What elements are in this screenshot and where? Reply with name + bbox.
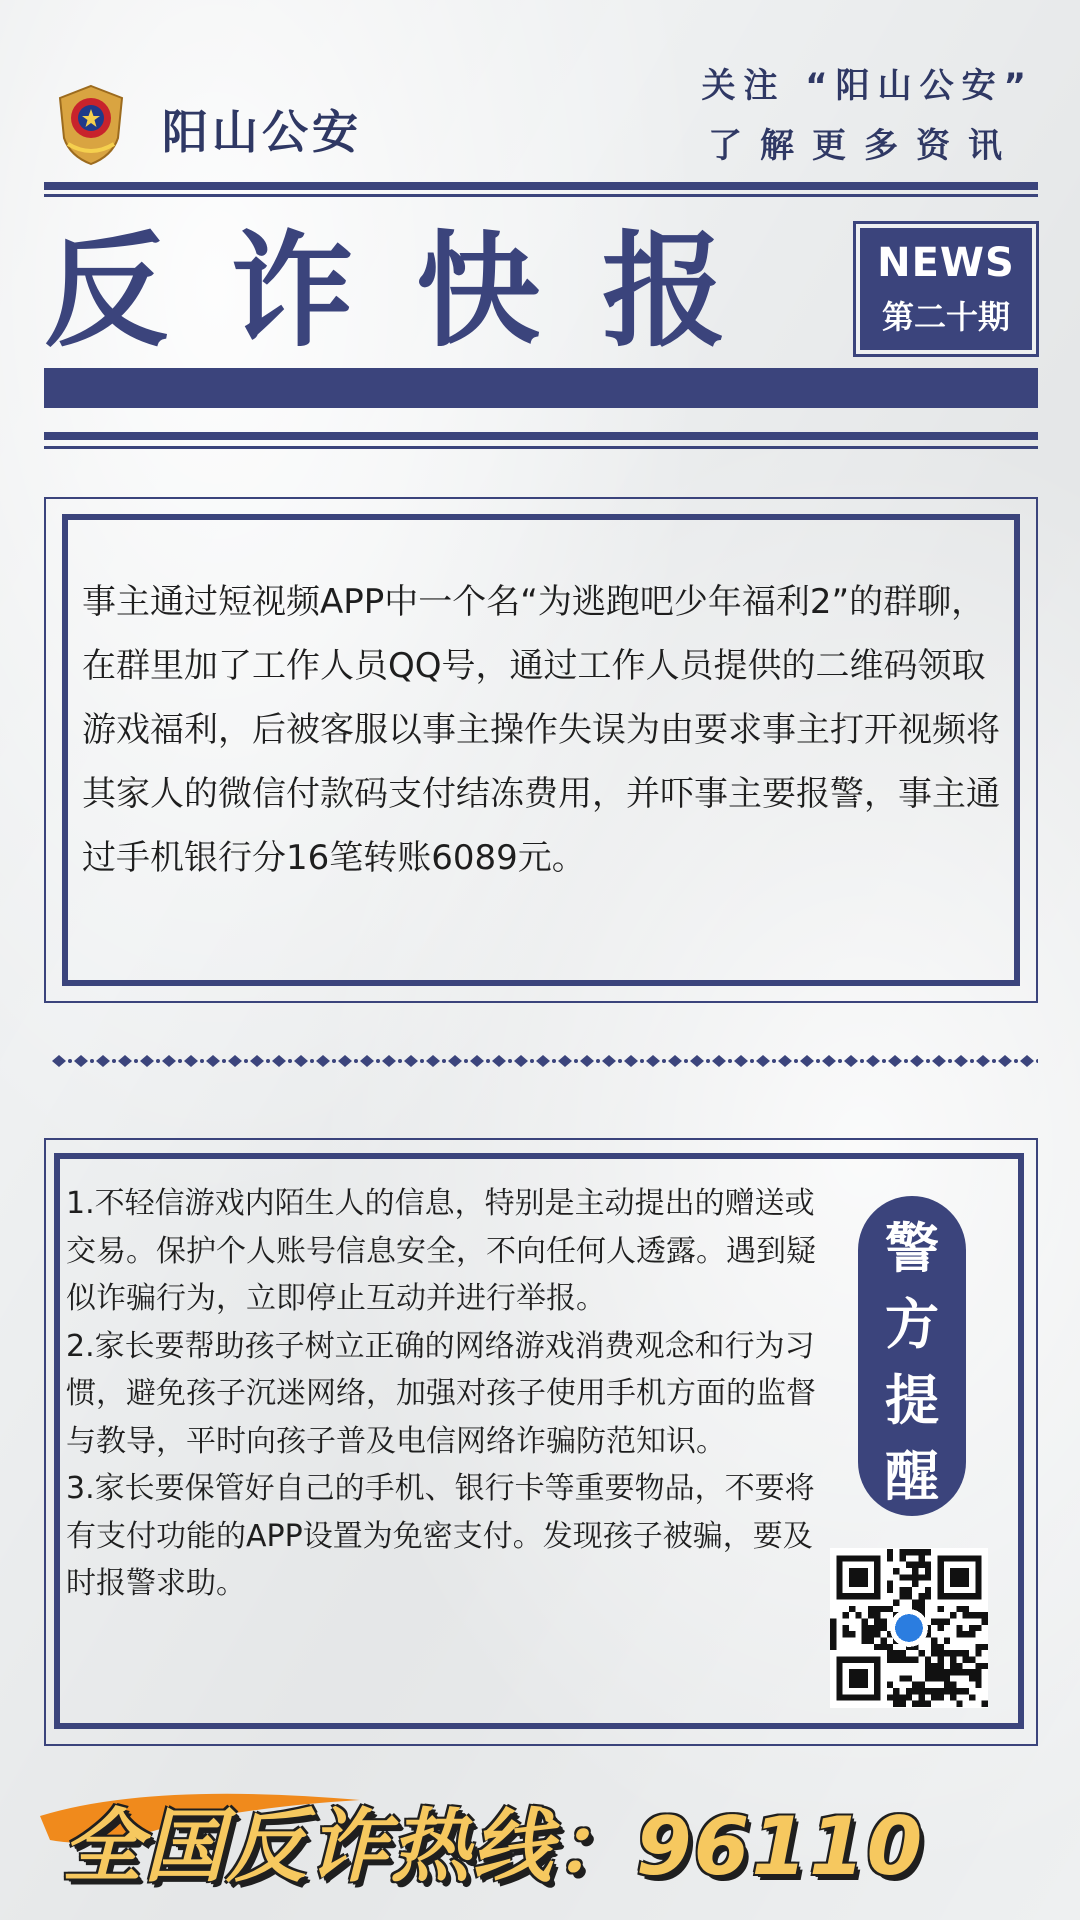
qr-module: [969, 1612, 975, 1618]
qr-module: [862, 1619, 868, 1625]
divider-diamond: [316, 1055, 330, 1067]
qr-module: [937, 1663, 943, 1669]
divider-dot: [288, 1059, 292, 1063]
qr-module: [982, 1619, 988, 1625]
divider-dot: [662, 1059, 666, 1063]
qr-module: [912, 1701, 918, 1707]
qr-module: [925, 1688, 931, 1694]
qr-module: [950, 1694, 956, 1700]
qr-module: [918, 1694, 924, 1700]
divider-diamond: [272, 1055, 286, 1067]
divider-dot: [222, 1059, 226, 1063]
divider-dot: [552, 1059, 556, 1063]
divider-diamond: [52, 1055, 66, 1067]
divider-diamond: [624, 1055, 638, 1067]
divider-dot: [970, 1059, 974, 1063]
divider-dot: [442, 1059, 446, 1063]
divider-diamond: [580, 1055, 594, 1067]
masthead-rule-bottom-thin: [44, 446, 1038, 449]
divider-diamond: [228, 1055, 242, 1067]
qr-module: [830, 1619, 836, 1625]
qr-module: [906, 1593, 912, 1599]
qr-module: [956, 1688, 962, 1694]
divider-diamond: [404, 1055, 418, 1067]
qr-module: [931, 1619, 937, 1625]
qr-module: [862, 1625, 868, 1631]
badge-char: 提: [885, 1369, 939, 1432]
qr-module: [944, 1688, 950, 1694]
divider-diamond: [976, 1055, 990, 1067]
qr-module: [969, 1631, 975, 1637]
qr-module: [925, 1669, 931, 1675]
qr-module: [944, 1669, 950, 1675]
badge-char: 醒: [885, 1445, 939, 1508]
qr-module: [918, 1682, 924, 1688]
divider-diamond: [118, 1055, 132, 1067]
divider-diamond: [426, 1055, 440, 1067]
qr-module: [912, 1549, 918, 1555]
qr-module: [963, 1688, 969, 1694]
qr-module: [931, 1644, 937, 1650]
qr-module: [843, 1631, 849, 1637]
qr-module: [849, 1631, 855, 1637]
divider-dot: [574, 1059, 578, 1063]
follow-prompt-line1: 关注 “阳山公安”: [701, 66, 1034, 106]
divider-dot: [376, 1059, 380, 1063]
divider-dot: [816, 1059, 820, 1063]
divider-dot: [772, 1059, 776, 1063]
divider-dot: [90, 1059, 94, 1063]
divider-dot: [948, 1059, 952, 1063]
qr-module: [956, 1625, 962, 1631]
qr-module: [918, 1562, 924, 1568]
qr-module: [925, 1663, 931, 1669]
qr-module: [918, 1555, 924, 1561]
qr-module: [925, 1675, 931, 1681]
divider-diamond: [470, 1055, 484, 1067]
qr-module: [868, 1606, 874, 1612]
qr-module: [830, 1631, 836, 1637]
divider-dot: [200, 1059, 204, 1063]
qr-module: [925, 1701, 931, 1707]
qr-module: [874, 1625, 880, 1631]
qr-module: [925, 1568, 931, 1574]
qr-module: [881, 1619, 887, 1625]
qr-module: [931, 1688, 937, 1694]
qr-module: [982, 1644, 988, 1650]
qr-module: [950, 1688, 956, 1694]
qr-module: [830, 1644, 836, 1650]
qr-module: [937, 1656, 943, 1662]
divider-dot: [926, 1059, 930, 1063]
qr-module: [868, 1637, 874, 1643]
qr-module: [931, 1637, 937, 1643]
qr-module: [887, 1606, 893, 1612]
divider-dot: [464, 1059, 468, 1063]
qr-module: [937, 1669, 943, 1675]
qr-module: [963, 1650, 969, 1656]
divider-dot: [1036, 1059, 1038, 1063]
divider-dot: [530, 1059, 534, 1063]
divider-diamond: [756, 1055, 770, 1067]
qr-module: [868, 1612, 874, 1618]
qr-module: [912, 1600, 918, 1606]
divider-diamond: [536, 1055, 550, 1067]
qr-module: [944, 1650, 950, 1656]
qr-module: [900, 1675, 906, 1681]
divider-dot: [860, 1059, 864, 1063]
qr-module: [918, 1574, 924, 1580]
qr-module: [912, 1568, 918, 1574]
divider-dot: [838, 1059, 842, 1063]
tip-item: 2.家长要帮助孩子树立正确的网络游戏消费观念和行为习惯，避免孩子沉迷网络，加强对孩子使用手机方面的监督与教导，平时向孩子普及电信网络诈骗防范知识。: [66, 1328, 816, 1459]
qr-module: [931, 1650, 937, 1656]
qr-module: [881, 1644, 887, 1650]
qr-module: [931, 1675, 937, 1681]
qr-module: [931, 1663, 937, 1669]
qr-module: [887, 1549, 893, 1555]
police-emblem-icon: [52, 82, 130, 168]
divider-dot: [508, 1059, 512, 1063]
qr-module: [969, 1656, 975, 1662]
qr-module: [881, 1606, 887, 1612]
divider-diamond: [712, 1055, 726, 1067]
divider-dot: [354, 1059, 358, 1063]
divider-diamond: [954, 1055, 968, 1067]
qr-module: [912, 1656, 918, 1662]
divider-diamond: [800, 1055, 814, 1067]
divider-dot: [310, 1059, 314, 1063]
qr-module: [925, 1593, 931, 1599]
qr-module: [963, 1612, 969, 1618]
divider-dot: [398, 1059, 402, 1063]
tip-item: 3.家长要保管好自己的手机、银行卡等重要物品，不要将有支付功能的APP设置为免密支付。发现孩子被骗，要及时报警求助。: [66, 1471, 815, 1601]
qr-module: [893, 1688, 899, 1694]
qr-module: [887, 1644, 893, 1650]
masthead-rule-top-thin: [44, 194, 1038, 197]
qr-module: [944, 1675, 950, 1681]
qr-module: [887, 1682, 893, 1688]
divider-diamond: [932, 1055, 946, 1067]
qr-module: [900, 1593, 906, 1599]
divider-dot: [904, 1059, 908, 1063]
qr-module: [862, 1637, 868, 1643]
divider-diamond: [778, 1055, 792, 1067]
divider-dot: [68, 1059, 72, 1063]
qr-module: [931, 1669, 937, 1675]
qr-module: [862, 1631, 868, 1637]
divider-diamond: [888, 1055, 902, 1067]
qr-module: [918, 1688, 924, 1694]
qr-module: [950, 1612, 956, 1618]
qr-module: [963, 1669, 969, 1675]
qr-module: [887, 1581, 893, 1587]
qr-module: [956, 1606, 962, 1612]
qr-module: [918, 1650, 924, 1656]
qr-module: [887, 1587, 893, 1593]
qr-module: [900, 1701, 906, 1707]
divider-diamond: [96, 1055, 110, 1067]
qr-module: [868, 1631, 874, 1637]
qr-module: [893, 1656, 899, 1662]
qr-module: [982, 1612, 988, 1618]
divider-diamond: [910, 1055, 924, 1067]
qr-module: [975, 1669, 981, 1675]
qr-module: [969, 1669, 975, 1675]
qr-module: [906, 1587, 912, 1593]
qr-module: [956, 1650, 962, 1656]
divider-dot: [706, 1059, 710, 1063]
qr-module: [969, 1675, 975, 1681]
qr-module: [937, 1606, 943, 1612]
divider-diamond: [690, 1055, 704, 1067]
divider-diamond: [294, 1055, 308, 1067]
qr-module: [950, 1669, 956, 1675]
qr-module: [937, 1650, 943, 1656]
qr-module: [893, 1701, 899, 1707]
qr-module: [937, 1644, 943, 1650]
divider-diamond: [140, 1055, 154, 1067]
qr-module: [963, 1656, 969, 1662]
divider-diamond: [998, 1055, 1012, 1067]
divider-dot: [618, 1059, 622, 1063]
news-label: NEWS: [877, 240, 1015, 286]
divider-diamond: [558, 1055, 572, 1067]
qr-module: [900, 1694, 906, 1700]
qr-module: [950, 1650, 956, 1656]
qr-module: [881, 1637, 887, 1643]
divider-dot: [112, 1059, 116, 1063]
divider-dot: [1014, 1059, 1018, 1063]
qr-module: [874, 1619, 880, 1625]
qr-module: [874, 1612, 880, 1618]
qr-module: [975, 1612, 981, 1618]
divider-diamond: [668, 1055, 682, 1067]
anti-fraud-hotline: 全国反诈热线：96110: [62, 1800, 925, 1893]
qr-module: [881, 1625, 887, 1631]
divider-dot: [134, 1059, 138, 1063]
qr-module: [963, 1606, 969, 1612]
qr-module: [868, 1625, 874, 1631]
qr-module: [944, 1619, 950, 1625]
qr-module: [893, 1568, 899, 1574]
qr-module: [912, 1574, 918, 1580]
badge-char: 方: [885, 1293, 939, 1356]
qr-module: [830, 1637, 836, 1643]
divider-diamond: [184, 1055, 198, 1067]
divider-diamond: [338, 1055, 352, 1067]
masthead-rule-bottom: [44, 432, 1038, 440]
divider-dot: [486, 1059, 490, 1063]
qr-module: [944, 1637, 950, 1643]
qr-module: [937, 1694, 943, 1700]
qr-module: [887, 1555, 893, 1561]
qr-module: [906, 1675, 912, 1681]
news-issue-badge: [856, 224, 1036, 354]
divider-dot: [640, 1059, 644, 1063]
divider-dot: [266, 1059, 270, 1063]
police-reminder-badge: [858, 1196, 966, 1516]
divider-diamond: [448, 1055, 462, 1067]
divider-diamond: [250, 1055, 264, 1067]
qr-module: [925, 1656, 931, 1662]
divider-dot: [332, 1059, 336, 1063]
qr-module: [937, 1625, 943, 1631]
qr-module: [874, 1644, 880, 1650]
divider-diamond: [734, 1055, 748, 1067]
qr-module: [918, 1593, 924, 1599]
qr-module: [969, 1694, 975, 1700]
qr-module: [925, 1562, 931, 1568]
qr-module: [956, 1701, 962, 1707]
qr-module: [918, 1606, 924, 1612]
qr-module: [900, 1656, 906, 1662]
qr-module: [956, 1669, 962, 1675]
qr-module: [950, 1682, 956, 1688]
divider-dot: [794, 1059, 798, 1063]
qr-module: [887, 1656, 893, 1662]
masthead-rule-top: [44, 182, 1038, 190]
qr-module: [944, 1682, 950, 1688]
qr-module: [918, 1600, 924, 1606]
follow-prompt-line2: 了解更多资讯: [708, 126, 1020, 166]
qr-module: [975, 1682, 981, 1688]
qr-module: [887, 1694, 893, 1700]
divider-diamond: [382, 1055, 396, 1067]
divider-dot: [178, 1059, 182, 1063]
qr-module: [893, 1600, 899, 1606]
divider-diamond: [492, 1055, 506, 1067]
qr-module: [963, 1631, 969, 1637]
qr-module: [900, 1587, 906, 1593]
divider-diamond: [844, 1055, 858, 1067]
qr-module: [975, 1625, 981, 1631]
qr-module: [887, 1650, 893, 1656]
qr-module: [900, 1574, 906, 1580]
divider-dot: [420, 1059, 424, 1063]
divider-dot: [596, 1059, 600, 1063]
divider-dot: [684, 1059, 688, 1063]
issue-number: 第二十期: [881, 298, 1010, 336]
qr-module: [950, 1656, 956, 1662]
qr-module: [906, 1549, 912, 1555]
dotted-divider: [44, 1052, 1038, 1070]
badge-char: 警: [885, 1217, 939, 1280]
qr-module: [906, 1562, 912, 1568]
qr-module: [937, 1688, 943, 1694]
masthead-bar: [44, 368, 1038, 408]
qr-module: [843, 1612, 849, 1618]
divider-dot: [882, 1059, 886, 1063]
qr-module: [931, 1694, 937, 1700]
divider-diamond: [74, 1055, 88, 1067]
qr-module: [975, 1675, 981, 1681]
divider-dot: [728, 1059, 732, 1063]
qr-module: [975, 1650, 981, 1656]
qr-module: [912, 1562, 918, 1568]
brand-name: 阳山公安: [162, 105, 362, 159]
qr-module: [893, 1650, 899, 1656]
qr-module: [912, 1688, 918, 1694]
divider-diamond: [822, 1055, 836, 1067]
divider-diamond: [514, 1055, 528, 1067]
divider-dot: [156, 1059, 160, 1063]
qr-module: [925, 1587, 931, 1593]
divider-dot: [750, 1059, 754, 1063]
qr-module: [937, 1619, 943, 1625]
case-description: 事主通过短视频APP中一个名“为逃跑吧少年福利2”的群聊，在群里加了工作人员QQ号，通过工作人员提供的二维码领取游戏福利，后被客服以事主操作失误为由要求事主打开视频将其家人的微信付款码支付结冻费用，并吓事主要报警，事主通过手机银行分16笔转账6089元。: [82, 582, 1000, 878]
qr-module: [982, 1701, 988, 1707]
qr-module: [830, 1625, 836, 1631]
qr-module: [906, 1656, 912, 1662]
qr-module: [918, 1701, 924, 1707]
qr-module: [969, 1625, 975, 1631]
qr-module: [843, 1625, 849, 1631]
divider-diamond: [360, 1055, 374, 1067]
qr-module: [982, 1663, 988, 1669]
qr-module: [975, 1663, 981, 1669]
qr-module: [849, 1606, 855, 1612]
divider-diamond: [646, 1055, 660, 1067]
divider-diamond: [206, 1055, 220, 1067]
tip-item: 1.不轻信游戏内陌生人的信息，特别是主动提出的赠送或交易。保护个人账号信息安全，不向任何人透露。遇到疑似诈骗行为，立即停止互动并进行举报。: [66, 1186, 816, 1316]
qr-module: [925, 1549, 931, 1555]
divider-diamond: [1020, 1055, 1034, 1067]
qr-module: [900, 1555, 906, 1561]
divider-diamond: [602, 1055, 616, 1067]
qr-module: [906, 1688, 912, 1694]
divider-dot: [992, 1059, 996, 1063]
qr-module: [855, 1612, 861, 1618]
qr-module: [937, 1675, 943, 1681]
divider-diamond: [162, 1055, 176, 1067]
qr-module: [912, 1682, 918, 1688]
qr-module: [874, 1631, 880, 1637]
qr-module: [956, 1663, 962, 1669]
page-title: 反诈快报: [44, 220, 789, 364]
divider-diamond: [866, 1055, 880, 1067]
qr-module: [956, 1631, 962, 1637]
qr-module: [906, 1574, 912, 1580]
qr-module: [950, 1663, 956, 1669]
tips-list: [66, 1180, 836, 1608]
qr-module: [900, 1549, 906, 1555]
qr-module: [918, 1549, 924, 1555]
qr-module: [975, 1644, 981, 1650]
qr-module: [874, 1606, 880, 1612]
divider-dot: [244, 1059, 248, 1063]
qr-code-icon: [830, 1548, 988, 1708]
qr-module: [925, 1574, 931, 1580]
qr-module: [900, 1650, 906, 1656]
qr-module: [912, 1581, 918, 1587]
qr-module: [906, 1694, 912, 1700]
qr-module: [893, 1694, 899, 1700]
